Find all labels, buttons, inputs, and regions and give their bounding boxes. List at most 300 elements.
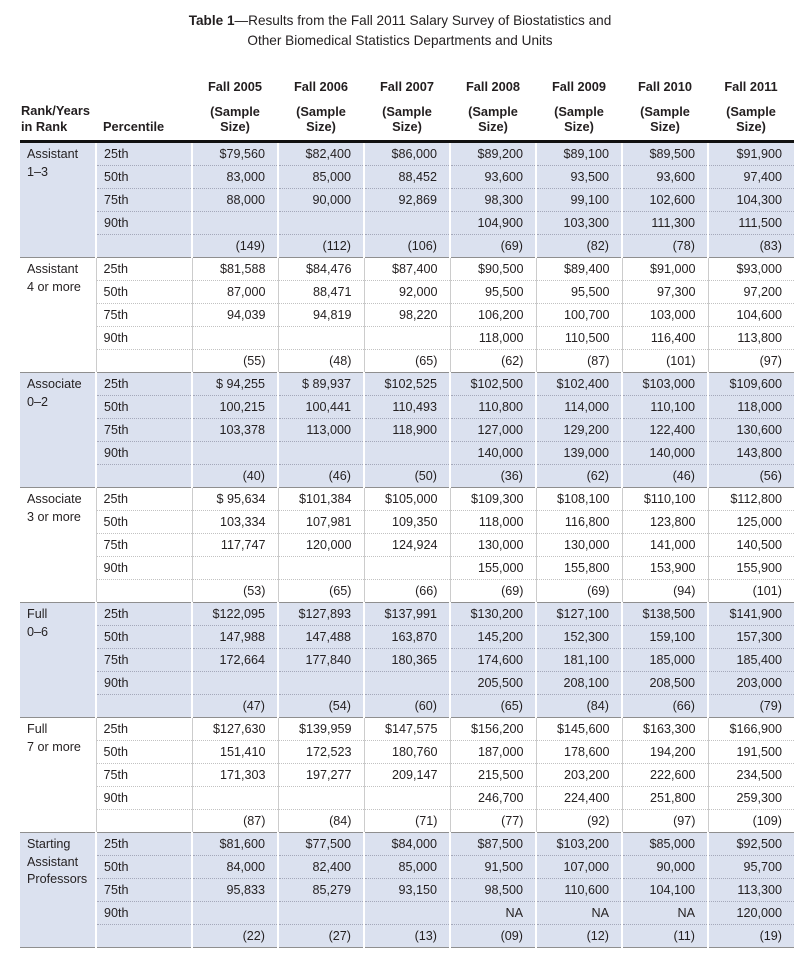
salary-value-cell: 118,000	[450, 326, 536, 349]
rank-cell-line: Starting	[27, 836, 71, 851]
sample-size-cell: (09)	[450, 924, 536, 947]
percentile-row	[20, 280, 794, 303]
salary-value-cell: $93,000	[708, 257, 794, 280]
percentile-cell	[96, 694, 192, 717]
salary-value-cell: $139,959	[278, 717, 364, 740]
salary-value-cell: 88,471	[278, 280, 364, 303]
salary-value-cell	[192, 211, 278, 234]
sample-size-cell: (48)	[278, 349, 364, 372]
salary-value-cell: 110,500	[536, 326, 622, 349]
salary-value-cell: 93,500	[536, 165, 622, 188]
percentile-cell	[96, 579, 192, 602]
salary-value-cell: 92,869	[364, 188, 450, 211]
salary-value-cell: 110,493	[364, 395, 450, 418]
salary-value-cell: $122,095	[192, 602, 278, 625]
sample-size-cell: (77)	[450, 809, 536, 832]
salary-value-cell: $81,600	[192, 832, 278, 855]
percentile-cell: 50th	[96, 165, 192, 188]
salary-value-cell: 98,220	[364, 303, 450, 326]
salary-value-cell: 90,000	[622, 855, 708, 878]
sample-size-cell: (27)	[278, 924, 364, 947]
salary-value-cell: 251,800	[622, 786, 708, 809]
percentile-row	[20, 625, 794, 648]
salary-value-cell: 172,664	[192, 648, 278, 671]
salary-value-cell: 98,300	[450, 188, 536, 211]
salary-value-cell: 129,200	[536, 418, 622, 441]
percentile-row	[20, 740, 794, 763]
salary-value-cell	[192, 671, 278, 694]
percentile-row	[20, 395, 794, 418]
percentile-row	[20, 372, 794, 395]
percentile-cell: 25th	[96, 717, 192, 740]
rank-section	[20, 832, 794, 947]
sample-size-cell: (84)	[278, 809, 364, 832]
salary-value-cell: 181,100	[536, 648, 622, 671]
sample-size-row	[20, 349, 794, 372]
salary-value-cell: 203,200	[536, 763, 622, 786]
salary-value-cell: 205,500	[450, 671, 536, 694]
salary-value-cell: 110,100	[622, 395, 708, 418]
salary-value-cell: 155,000	[450, 556, 536, 579]
salary-value-cell: 83,000	[192, 165, 278, 188]
year-column-header	[192, 67, 278, 142]
sample-size-cell: (56)	[708, 464, 794, 487]
sample-size-cell: (11)	[622, 924, 708, 947]
salary-value-cell: $89,400	[536, 257, 622, 280]
salary-value-cell: $86,000	[364, 141, 450, 165]
salary-value-cell: $90,500	[450, 257, 536, 280]
year-label: Fall 2005	[207, 78, 263, 94]
salary-value-cell: 140,500	[708, 533, 794, 556]
rank-years-header	[20, 67, 96, 142]
salary-value-cell: 259,300	[708, 786, 794, 809]
sample-size-label-line: (Sample	[554, 103, 604, 119]
percentile-row	[20, 671, 794, 694]
sample-size-row	[20, 694, 794, 717]
salary-value-cell: $89,200	[450, 141, 536, 165]
year-column-header	[536, 67, 622, 142]
salary-value-cell: $105,000	[364, 487, 450, 510]
salary-value-cell: 155,800	[536, 556, 622, 579]
salary-value-cell: $ 94,255	[192, 372, 278, 395]
salary-value-cell: $ 89,937	[278, 372, 364, 395]
salary-value-cell: 140,000	[450, 441, 536, 464]
salary-value-cell: 97,300	[622, 280, 708, 303]
salary-value-cell: 118,000	[708, 395, 794, 418]
salary-value-cell	[364, 441, 450, 464]
percentile-row	[20, 326, 794, 349]
salary-value-cell: $141,900	[708, 602, 794, 625]
rank-cell-line: Full	[27, 721, 48, 736]
salary-value-cell	[278, 786, 364, 809]
salary-value-cell: 114,000	[536, 395, 622, 418]
salary-value-cell: 88,000	[192, 188, 278, 211]
salary-value-cell: 178,600	[536, 740, 622, 763]
percentile-cell: 50th	[96, 740, 192, 763]
salary-value-cell: 177,840	[278, 648, 364, 671]
salary-value-cell: $103,000	[622, 372, 708, 395]
title-line-1	[0, 11, 800, 31]
salary-value-cell: 191,500	[708, 740, 794, 763]
percentile-cell: 25th	[96, 832, 192, 855]
salary-value-cell	[364, 786, 450, 809]
sample-size-cell: (112)	[278, 234, 364, 257]
percentile-cell: 90th	[96, 326, 192, 349]
sample-size-cell: (149)	[192, 234, 278, 257]
salary-value-cell: $102,500	[450, 372, 536, 395]
table-header	[20, 67, 794, 142]
title-line-2: Other Biomedical Statistics Departments and Units	[247, 33, 553, 49]
sample-size-cell: (106)	[364, 234, 450, 257]
salary-value-cell: 194,200	[622, 740, 708, 763]
sample-size-cell: (79)	[708, 694, 794, 717]
year-label: Fall 2010	[637, 78, 693, 94]
rank-cell-line: Associate	[27, 376, 82, 391]
salary-value-cell: 106,200	[450, 303, 536, 326]
sample-size-cell: (36)	[450, 464, 536, 487]
salary-value-cell: NA	[536, 901, 622, 924]
salary-value-cell	[364, 901, 450, 924]
sample-size-cell: (54)	[278, 694, 364, 717]
percentile-row	[20, 418, 794, 441]
salary-value-cell: $102,525	[364, 372, 450, 395]
percentile-row	[20, 257, 794, 280]
percentile-cell: 75th	[96, 878, 192, 901]
percentile-row	[20, 602, 794, 625]
rank-cell-line: Assistant	[27, 146, 79, 161]
header-row	[20, 67, 794, 142]
percentile-cell: 75th	[96, 533, 192, 556]
sample-size-label-line: Size)	[306, 119, 336, 135]
sample-size-label-line: Size)	[650, 119, 680, 135]
salary-value-cell: 130,000	[450, 533, 536, 556]
percentile-row	[20, 832, 794, 855]
title-text: —Results from the Fall 2011 Salary Survey of Biostatistics and	[234, 13, 612, 28]
salary-value-cell: 93,150	[364, 878, 450, 901]
salary-value-cell: 224,400	[536, 786, 622, 809]
salary-value-cell: 174,600	[450, 648, 536, 671]
sample-size-cell: (46)	[278, 464, 364, 487]
percentile-cell: 25th	[96, 141, 192, 165]
salary-value-cell	[278, 211, 364, 234]
salary-value-cell: $137,991	[364, 602, 450, 625]
salary-value-cell: 98,500	[450, 878, 536, 901]
percentile-cell: 50th	[96, 625, 192, 648]
percentile-row	[20, 786, 794, 809]
sample-size-label-line: Size)	[564, 119, 594, 135]
salary-value-cell: 104,600	[708, 303, 794, 326]
percentile-row	[20, 211, 794, 234]
percentile-cell	[96, 349, 192, 372]
percentile-cell: 90th	[96, 441, 192, 464]
salary-value-cell: 95,700	[708, 855, 794, 878]
salary-value-cell: 107,000	[536, 855, 622, 878]
salary-value-cell: 246,700	[450, 786, 536, 809]
salary-value-cell: $109,300	[450, 487, 536, 510]
sample-size-cell: (101)	[708, 579, 794, 602]
salary-value-cell: 111,500	[708, 211, 794, 234]
year-column-header	[278, 67, 364, 142]
percentile-row	[20, 855, 794, 878]
salary-value-cell: $127,630	[192, 717, 278, 740]
sample-size-cell: (40)	[192, 464, 278, 487]
percentile-row	[20, 141, 794, 165]
rank-years-header-line: in Rank	[21, 119, 68, 134]
salary-value-cell: $87,500	[450, 832, 536, 855]
salary-value-cell: 185,400	[708, 648, 794, 671]
percentile-cell: 50th	[96, 510, 192, 533]
salary-value-cell: 103,300	[536, 211, 622, 234]
salary-value-cell: 171,303	[192, 763, 278, 786]
salary-value-cell: $166,900	[708, 717, 794, 740]
salary-value-cell	[364, 211, 450, 234]
salary-value-cell	[278, 671, 364, 694]
sample-size-label-line: Size)	[392, 119, 422, 135]
salary-value-cell: 103,000	[622, 303, 708, 326]
rank-cell-line: 7 or more	[27, 739, 81, 754]
salary-value-cell: 94,039	[192, 303, 278, 326]
salary-value-cell	[278, 901, 364, 924]
percentile-row	[20, 763, 794, 786]
salary-value-cell: 139,000	[536, 441, 622, 464]
salary-value-cell: 104,900	[450, 211, 536, 234]
salary-value-cell: $156,200	[450, 717, 536, 740]
sample-size-label-line: Size)	[220, 119, 250, 135]
rank-cell-line: 3 or more	[27, 509, 81, 524]
salary-value-cell: 157,300	[708, 625, 794, 648]
sample-size-cell: (69)	[450, 579, 536, 602]
salary-value-cell: 172,523	[278, 740, 364, 763]
salary-value-cell: $109,600	[708, 372, 794, 395]
salary-value-cell: 127,000	[450, 418, 536, 441]
salary-value-cell: 234,500	[708, 763, 794, 786]
salary-value-cell: 82,400	[278, 855, 364, 878]
salary-value-cell: $112,800	[708, 487, 794, 510]
salary-value-cell: 151,410	[192, 740, 278, 763]
salary-value-cell: $87,400	[364, 257, 450, 280]
sample-size-row	[20, 234, 794, 257]
salary-value-cell: 123,800	[622, 510, 708, 533]
sample-size-cell: (94)	[622, 579, 708, 602]
percentile-row	[20, 648, 794, 671]
sample-size-row	[20, 924, 794, 947]
rank-cell	[20, 141, 96, 257]
salary-value-cell: $138,500	[622, 602, 708, 625]
rank-section	[20, 257, 794, 372]
salary-value-cell: $79,560	[192, 141, 278, 165]
sample-size-cell: (78)	[622, 234, 708, 257]
salary-value-cell: 95,500	[536, 280, 622, 303]
salary-value-cell	[278, 326, 364, 349]
salary-value-cell: 91,500	[450, 855, 536, 878]
sample-size-cell: (82)	[536, 234, 622, 257]
sample-size-label-line: (Sample	[726, 103, 776, 119]
salary-value-cell: $127,893	[278, 602, 364, 625]
sample-size-label-line: (Sample	[640, 103, 690, 119]
percentile-cell: 75th	[96, 648, 192, 671]
percentile-cell: 50th	[96, 855, 192, 878]
salary-value-cell: $92,500	[708, 832, 794, 855]
salary-value-cell: 159,100	[622, 625, 708, 648]
salary-value-cell: 113,300	[708, 878, 794, 901]
salary-value-cell: 215,500	[450, 763, 536, 786]
salary-value-cell	[192, 441, 278, 464]
salary-value-cell: $ 95,634	[192, 487, 278, 510]
salary-value-cell: $145,600	[536, 717, 622, 740]
rank-section	[20, 487, 794, 602]
salary-value-cell: 88,452	[364, 165, 450, 188]
sample-size-row	[20, 579, 794, 602]
sample-size-label-line: (Sample	[382, 103, 432, 119]
sample-size-cell: (13)	[364, 924, 450, 947]
sample-size-cell: (97)	[708, 349, 794, 372]
salary-value-cell: $91,900	[708, 141, 794, 165]
salary-value-cell: 130,600	[708, 418, 794, 441]
rank-cell-line: Professors	[27, 872, 88, 887]
sample-size-cell: (60)	[364, 694, 450, 717]
sample-size-row	[20, 464, 794, 487]
rank-cell-line: Full	[27, 606, 48, 621]
salary-value-cell: 94,819	[278, 303, 364, 326]
salary-value-cell: 153,900	[622, 556, 708, 579]
salary-value-cell: 140,000	[622, 441, 708, 464]
sample-size-label-line: (Sample	[296, 103, 346, 119]
salary-value-cell: 117,747	[192, 533, 278, 556]
sample-size-cell: (65)	[450, 694, 536, 717]
salary-value-cell: 104,100	[622, 878, 708, 901]
salary-value-cell: 141,000	[622, 533, 708, 556]
salary-value-cell: 93,600	[622, 165, 708, 188]
sample-size-cell: (66)	[364, 579, 450, 602]
sample-size-cell: (87)	[192, 809, 278, 832]
salary-value-cell	[278, 441, 364, 464]
percentile-cell: 75th	[96, 188, 192, 211]
salary-value-cell	[364, 556, 450, 579]
salary-value-cell: 113,800	[708, 326, 794, 349]
sample-size-cell: (92)	[536, 809, 622, 832]
year-column-header	[364, 67, 450, 142]
salary-value-cell: 208,500	[622, 671, 708, 694]
salary-value-cell: 111,300	[622, 211, 708, 234]
sample-size-cell: (69)	[536, 579, 622, 602]
salary-value-cell: 187,000	[450, 740, 536, 763]
salary-value-cell: 97,400	[708, 165, 794, 188]
salary-value-cell: 116,800	[536, 510, 622, 533]
salary-value-cell: 103,334	[192, 510, 278, 533]
salary-value-cell: $84,476	[278, 257, 364, 280]
rank-section	[20, 717, 794, 832]
salary-value-cell: 147,988	[192, 625, 278, 648]
rank-cell-line: 0–6	[27, 624, 49, 639]
percentile-cell: 75th	[96, 763, 192, 786]
salary-value-cell: 99,100	[536, 188, 622, 211]
rank-cell-line: 4 or more	[27, 279, 81, 294]
sample-size-cell: (97)	[622, 809, 708, 832]
salary-value-cell: 118,900	[364, 418, 450, 441]
percentile-row	[20, 717, 794, 740]
salary-value-cell: $110,100	[622, 487, 708, 510]
salary-value-cell: $103,200	[536, 832, 622, 855]
rank-section	[20, 141, 794, 257]
sample-size-cell: (12)	[536, 924, 622, 947]
sample-size-cell: (22)	[192, 924, 278, 947]
percentile-cell	[96, 809, 192, 832]
percentile-cell	[96, 464, 192, 487]
salary-value-cell: $77,500	[278, 832, 364, 855]
salary-value-cell: 95,833	[192, 878, 278, 901]
salary-value-cell: 90,000	[278, 188, 364, 211]
salary-value-cell: 130,000	[536, 533, 622, 556]
sample-size-cell: (47)	[192, 694, 278, 717]
salary-value-cell: 97,200	[708, 280, 794, 303]
salary-value-cell: 118,000	[450, 510, 536, 533]
salary-value-cell	[192, 901, 278, 924]
percentile-cell: 90th	[96, 556, 192, 579]
sample-size-cell: (50)	[364, 464, 450, 487]
percentile-cell: 75th	[96, 418, 192, 441]
salary-value-cell: 92,000	[364, 280, 450, 303]
salary-value-cell: 180,760	[364, 740, 450, 763]
percentile-cell: 90th	[96, 211, 192, 234]
rank-cell-line: Assistant	[27, 261, 79, 276]
salary-value-cell: $81,588	[192, 257, 278, 280]
salary-value-cell: 124,924	[364, 533, 450, 556]
salary-value-cell: 125,000	[708, 510, 794, 533]
salary-value-cell: $108,100	[536, 487, 622, 510]
salary-value-cell: NA	[450, 901, 536, 924]
salary-value-cell: $82,400	[278, 141, 364, 165]
year-column-header	[708, 67, 794, 142]
salary-value-cell: 110,600	[536, 878, 622, 901]
sample-size-cell: (62)	[536, 464, 622, 487]
salary-value-cell: $84,000	[364, 832, 450, 855]
salary-value-cell	[192, 326, 278, 349]
percentile-header: Percentile	[96, 67, 192, 142]
rank-cell-line: 1–3	[27, 164, 49, 179]
rank-cell	[20, 372, 96, 487]
percentile-cell: 90th	[96, 786, 192, 809]
sample-size-cell: (109)	[708, 809, 794, 832]
sample-size-label-line: (Sample	[468, 103, 518, 119]
rank-cell	[20, 257, 96, 372]
rank-cell	[20, 602, 96, 717]
salary-value-cell: 100,215	[192, 395, 278, 418]
sample-size-cell: (101)	[622, 349, 708, 372]
salary-value-cell	[364, 326, 450, 349]
sample-size-cell: (55)	[192, 349, 278, 372]
sample-size-cell: (71)	[364, 809, 450, 832]
table-title	[0, 0, 800, 52]
salary-value-cell	[364, 671, 450, 694]
salary-value-cell: 100,700	[536, 303, 622, 326]
percentile-row	[20, 878, 794, 901]
salary-value-cell: 185,000	[622, 648, 708, 671]
sample-size-cell: (87)	[536, 349, 622, 372]
sample-size-label-line: Size)	[736, 119, 766, 135]
percentile-cell: 75th	[96, 303, 192, 326]
sample-size-cell: (65)	[278, 579, 364, 602]
salary-value-cell: $102,400	[536, 372, 622, 395]
year-column-header	[622, 67, 708, 142]
salary-value-cell: $89,500	[622, 141, 708, 165]
percentile-cell	[96, 234, 192, 257]
percentile-cell	[96, 924, 192, 947]
rank-cell	[20, 832, 96, 947]
percentile-row	[20, 556, 794, 579]
sample-size-cell: (69)	[450, 234, 536, 257]
table-number: Table 1	[188, 13, 235, 28]
year-label: Fall 2011	[724, 78, 778, 94]
